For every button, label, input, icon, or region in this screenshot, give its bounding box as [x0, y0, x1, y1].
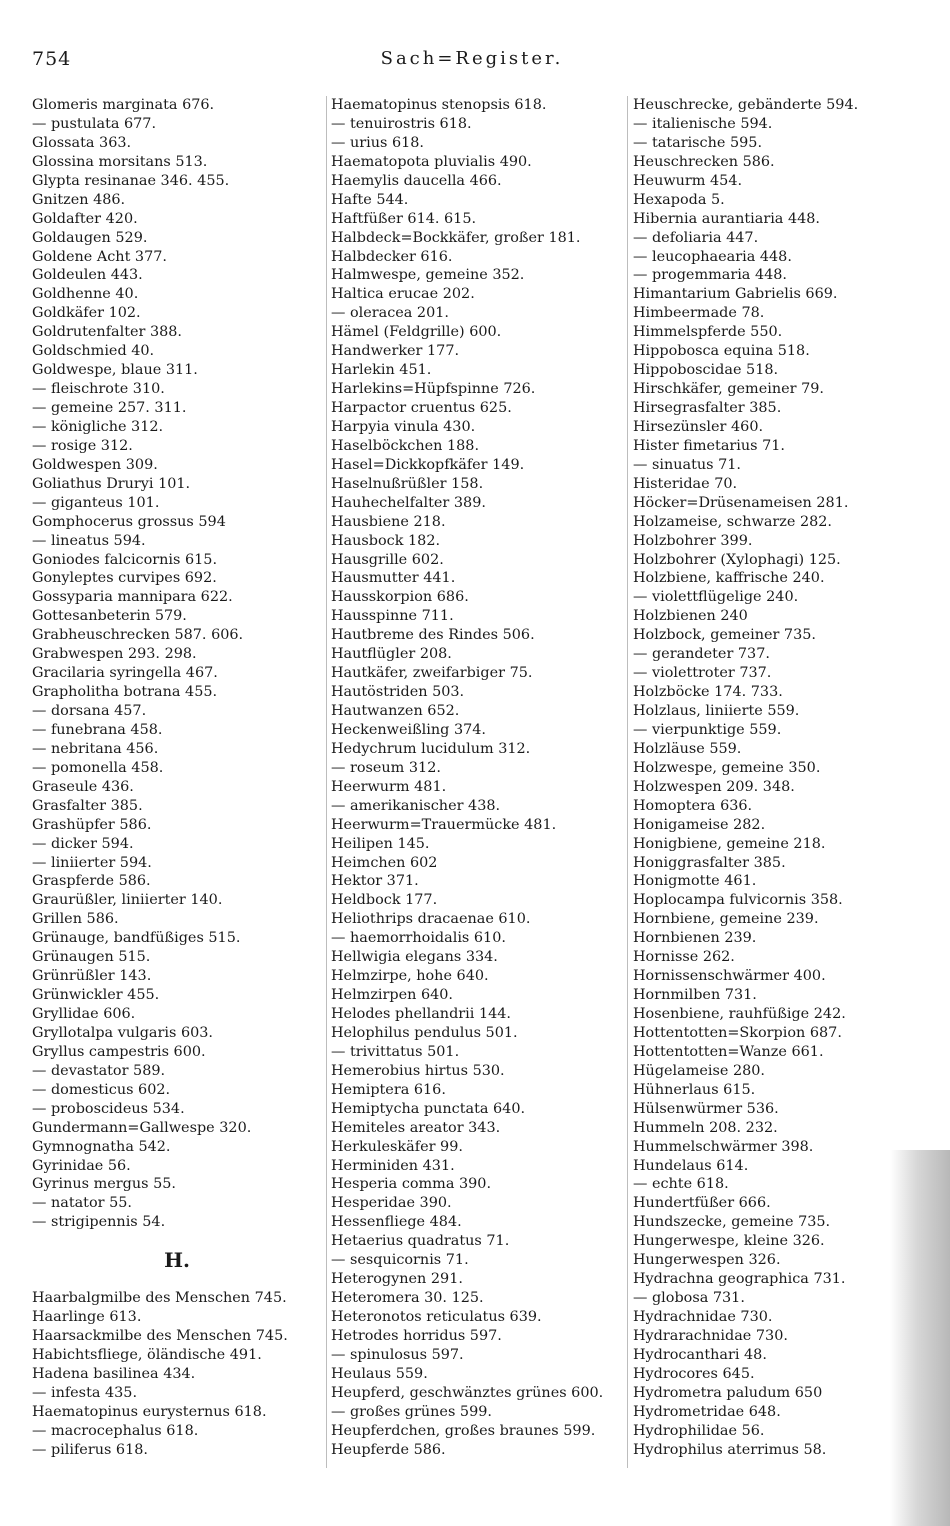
index-entry: — großes grünes 599. — [331, 1403, 492, 1420]
index-entry: Gnitzen 486. — [32, 191, 126, 208]
index-entry: Hausbiene 218. — [331, 513, 446, 530]
index-entry: Haematopinus stenopsis 618. — [331, 97, 547, 113]
index-entry: — dorsana 457. — [32, 703, 147, 719]
index-entry: Grapholitha botrana 455. — [32, 684, 218, 701]
index-entry: Heteromera 30. 125. — [331, 1290, 484, 1307]
index-entry: — funebrana 458. — [32, 721, 163, 738]
index-entry: Honigmotte 461. — [633, 873, 757, 890]
index-entry: Heldbock 177. — [331, 892, 438, 909]
index-entry: Hydrachna geographica 731. — [633, 1271, 846, 1288]
index-column-2 — [331, 96, 627, 1460]
index-entry: Hexapoda 5. — [633, 191, 725, 208]
index-entry: Grashüpfer 586. — [32, 816, 152, 833]
index-entry: Grünauge, bandfüßiges 515. — [32, 930, 241, 947]
index-entry: Glypta resinanae 346. 455. — [32, 172, 230, 189]
index-entry: Gottesanbeterin 579. — [32, 608, 187, 625]
index-entry: Hausbock 182. — [331, 532, 441, 549]
blank-line — [32, 1270, 322, 1289]
index-entry: — natator 55. — [32, 1195, 132, 1212]
index-entry: Hornbiene, gemeine 239. — [633, 911, 819, 928]
index-entry: Hundertfüßer 666. — [633, 1195, 771, 1212]
index-entry: — vierpunktige 559. — [633, 721, 782, 738]
index-entry: — domesticus 602. — [32, 1081, 171, 1098]
index-entry: Hedychrum lucidulum 312. — [331, 740, 531, 757]
index-entry: Holzbiene, kaffrische 240. — [633, 570, 825, 587]
index-entry: Hundszecke, gemeine 735. — [633, 1214, 831, 1231]
index-entry: — proboscideus 534. — [32, 1100, 185, 1117]
index-entry: Holzbock, gemeiner 735. — [633, 627, 816, 644]
index-entry: Grünwickler 455. — [32, 987, 160, 1004]
index-entry: Hämel (Feldgrille) 600. — [331, 324, 502, 341]
index-entry: Hippoboscidae 518. — [633, 362, 779, 379]
index-entry: Holzwespe, gemeine 350. — [633, 759, 821, 776]
index-entry: Heimchen 602 — [331, 854, 438, 871]
index-entry: Hautöstriden 503. — [331, 684, 465, 701]
index-entry: Goliathus Druryi 101. — [32, 475, 191, 492]
section-letter: H. — [164, 1248, 190, 1273]
index-entry: Heilipen 145. — [331, 835, 430, 852]
index-entry: Gomphocerus grossus 594 — [32, 513, 226, 530]
index-entry: — echte 618. — [633, 1176, 729, 1193]
index-entry: Hydrometra paludum 650 — [633, 1384, 823, 1401]
index-entry: Hessenfliege 484. — [331, 1214, 462, 1231]
index-entry: Goldene Acht 377. — [32, 248, 167, 265]
index-entry: Hausgrille 602. — [331, 551, 444, 568]
index-entry: Handwerker 177. — [331, 343, 460, 360]
index-entry: Graseule 436. — [32, 778, 134, 795]
index-entry: — nebritana 456. — [32, 740, 159, 757]
index-entry: Grünaugen 515. — [32, 949, 151, 966]
index-entry: Grünrüßler 143. — [32, 968, 152, 985]
index-entry: Höcker=Drüsenameisen 281. — [633, 494, 849, 511]
index-entry: — leucophaearia 448. — [633, 248, 792, 265]
index-entry: Goldwespen 309. — [32, 456, 158, 473]
index-entry: Honigbiene, gemeine 218. — [633, 835, 826, 852]
index-entry: — globosa 731. — [633, 1290, 745, 1307]
index-entry: Heupferd, geschwänztes grünes 600. — [331, 1384, 604, 1401]
index-entry: Hasel=Dickkopfkäfer 149. — [331, 456, 525, 473]
index-entry: Hühnerlaus 615. — [633, 1081, 756, 1098]
index-entry: Hydrophilidae 56. — [633, 1422, 765, 1439]
index-entry: Herminiden 431. — [331, 1157, 455, 1174]
index-entry: Heteronotos reticulatus 639. — [331, 1309, 542, 1325]
index-entry: Gonyleptes curvipes 692. — [32, 570, 217, 587]
index-entry: Habichtsfliege, öländische 491. — [32, 1346, 262, 1363]
index-entry: — violettflügelige 240. — [633, 589, 799, 606]
index-entry: Hausmutter 441. — [331, 570, 456, 587]
index-entry: Gossyparia mannipara 622. — [32, 589, 233, 606]
index-entry: — königliche 312. — [32, 418, 164, 435]
index-entry: Herkuleskäfer 99. — [331, 1138, 463, 1155]
index-entry: Hister fimetarius 71. — [633, 437, 786, 454]
index-entry: Goldkäfer 102. — [32, 305, 141, 322]
index-entry: Hydrocores 645. — [633, 1365, 755, 1382]
index-entry: Hemiptera 616. — [331, 1081, 446, 1098]
index-entry: Heliothrips dracaenae 610. — [331, 911, 531, 928]
index-entry: Hügelameise 280. — [633, 1062, 766, 1079]
index-entry: Hummelschwärmer 398. — [633, 1138, 814, 1155]
index-entry: Gyrinidae 56. — [32, 1157, 131, 1174]
index-entry: Himantarium Gabrielis 669. — [633, 286, 838, 303]
index-entry: Hautbreme des Rindes 506. — [331, 627, 535, 644]
index-entry: Hemiptycha punctata 640. — [331, 1100, 526, 1117]
index-entry: Haftfüßer 614. 615. — [331, 210, 477, 227]
index-entry: Hydrachnidae 730. — [633, 1309, 773, 1325]
index-entry: — piliferus 618. — [32, 1441, 148, 1458]
index-entry: — pustulata 677. — [32, 115, 157, 132]
index-entry: Hülsenwürmer 536. — [633, 1100, 779, 1117]
index-entry: Goldrutenfalter 388. — [32, 324, 182, 341]
index-entry: Heterogynen 291. — [331, 1271, 463, 1288]
index-entry: Haemylis daucella 466. — [331, 172, 502, 189]
index-entry: Glossata 363. — [32, 134, 132, 151]
index-entry: — trivittatus 501. — [331, 1043, 460, 1060]
index-column-1 — [32, 96, 322, 1460]
index-entry: Haarlinge 613. — [32, 1309, 142, 1325]
index-entry: Gracilaria syringella 467. — [32, 665, 218, 682]
index-entry: Graurüßler, liniierter 140. — [32, 892, 223, 909]
index-entry: Hydrometridae 648. — [633, 1403, 781, 1420]
index-entry: Hottentotten=Skorpion 687. — [633, 1024, 842, 1041]
index-entry: Honiggrasfalter 385. — [633, 854, 786, 871]
index-entry: — amerikanischer 438. — [331, 797, 501, 814]
index-entry: Histeridae 70. — [633, 475, 738, 492]
index-entry: Goldafter 420. — [32, 210, 138, 227]
column-divider — [627, 96, 628, 1468]
index-entry: Hetrodes horridus 597. — [331, 1327, 502, 1344]
index-entry: Hornbienen 239. — [633, 930, 757, 947]
index-entry: Heuwurm 454. — [633, 172, 743, 189]
index-entry: Holzwespen 209. 348. — [633, 778, 795, 795]
index-entry: Gymnognatha 542. — [32, 1138, 171, 1155]
index-entry: Hemiteles areator 343. — [331, 1119, 501, 1136]
index-entry: Hirsegrasfalter 385. — [633, 400, 782, 416]
index-entry: — fleischrote 310. — [32, 381, 165, 398]
index-entry: Heupferde 586. — [331, 1441, 446, 1458]
index-entry: Hornisse 262. — [633, 949, 735, 966]
index-entry: Helmzirpen 640. — [331, 987, 453, 1004]
index-entry: Hippobosca equina 518. — [633, 343, 810, 360]
index-entry: Hetaerius quadratus 71. — [331, 1233, 510, 1250]
index-entry: Gryllidae 606. — [32, 1006, 136, 1022]
index-entry: Hibernia aurantiaria 448. — [633, 210, 821, 227]
index-entry: — tenuirostris 618. — [331, 115, 472, 132]
index-entry: Hesperia comma 390. — [331, 1176, 492, 1193]
index-entry: Himmelspferde 550. — [633, 324, 783, 341]
index-entry: — gerandeter 737. — [633, 646, 770, 663]
index-entry: Hydrarachnidae 730. — [633, 1327, 788, 1344]
index-entry: — haemorrhoidalis 610. — [331, 930, 506, 947]
index-entry: — sinuatus 71. — [633, 456, 741, 473]
index-entry: Halmwespe, gemeine 352. — [331, 267, 525, 284]
index-entry: Goldschmied 40. — [32, 343, 155, 360]
index-entry: Heupferdchen, großes braunes 599. — [331, 1422, 596, 1439]
index-entry: Heerwurm=Trauermücke 481. — [331, 816, 557, 833]
index-entry: Holzläuse 559. — [633, 740, 742, 757]
index-entry: Gyrinus mergus 55. — [32, 1176, 176, 1193]
index-entry: Gundermann=Gallwespe 320. — [32, 1119, 252, 1136]
index-entry: Haematopinus eurysternus 618. — [32, 1403, 267, 1420]
index-entry: Hesperidae 390. — [331, 1195, 452, 1212]
index-entry: Hosenbiene, rauhfüßige 242. — [633, 1006, 846, 1022]
index-entry: — rosige 312. — [32, 437, 133, 454]
index-entry: — sesquicornis 71. — [331, 1252, 469, 1269]
index-entry: — oleracea 201. — [331, 305, 449, 322]
index-entry: Grasfalter 385. — [32, 797, 143, 814]
index-entry: Holzbienen 240 — [633, 608, 748, 625]
column-divider — [326, 96, 327, 1468]
index-entry: Glossina morsitans 513. — [32, 153, 208, 170]
running-title: Sach=Register. — [380, 48, 564, 69]
index-entry: Hemerobius hirtus 530. — [331, 1062, 505, 1079]
index-entry: Halbdeck=Bockkäfer, großer 181. — [331, 229, 581, 246]
index-entry: Grillen 586. — [32, 911, 119, 928]
index-entry: — defoliaria 447. — [633, 229, 759, 246]
index-entry: — tatarische 595. — [633, 134, 763, 151]
index-entry: Himbeermade 78. — [633, 305, 765, 322]
index-entry: Hoplocampa fulvicornis 358. — [633, 892, 843, 909]
page-number: 754 — [32, 48, 72, 70]
index-entry: Harlekin 451. — [331, 362, 432, 379]
index-entry: Hausspinne 711. — [331, 608, 454, 625]
index-entry: Hellwigia elegans 334. — [331, 949, 498, 966]
index-entry: Heuschrecken 586. — [633, 153, 775, 170]
index-entry: Hausskorpion 686. — [331, 589, 469, 606]
index-entry: Hornmilben 731. — [633, 987, 757, 1004]
index-entry: — gemeine 257. 311. — [32, 400, 187, 416]
index-entry: Heulaus 559. — [331, 1365, 428, 1382]
index-entry: Goldhenne 40. — [32, 286, 139, 303]
index-entry: — urius 618. — [331, 134, 424, 151]
index-entry: Homoptera 636. — [633, 797, 753, 814]
index-entry: Hafte 544. — [331, 191, 409, 208]
index-entry: Honigameise 282. — [633, 816, 766, 833]
index-entry: Glomeris marginata 676. — [32, 97, 215, 113]
index-entry: Hauhechelfalter 389. — [331, 494, 486, 511]
index-entry: Haltica erucae 202. — [331, 286, 475, 303]
index-entry: Hirschkäfer, gemeiner 79. — [633, 381, 824, 398]
index-entry: Helophilus pendulus 501. — [331, 1024, 518, 1041]
index-entry: — roseum 312. — [331, 759, 441, 776]
index-entry: Goniodes falcicornis 615. — [32, 551, 218, 568]
index-entry: Helodes phellandrii 144. — [331, 1006, 511, 1022]
index-entry: Holzlaus, liniierte 559. — [633, 703, 800, 719]
index-entry: Hottentotten=Wanze 661. — [633, 1043, 824, 1060]
page-header — [32, 48, 912, 76]
index-entry: Haselböckchen 188. — [331, 437, 480, 454]
index-entry: Grabheuschrecken 587. 606. — [32, 627, 244, 644]
index-entry: Hautwanzen 652. — [331, 703, 460, 719]
index-entry: Hundelaus 614. — [633, 1157, 749, 1174]
index-entry: Holzameise, schwarze 282. — [633, 513, 832, 530]
index-entry: Hektor 371. — [331, 873, 419, 890]
index-entry: Goldeulen 443. — [32, 267, 143, 284]
index-entry: Helmzirpe, hohe 640. — [331, 968, 489, 985]
page-edge-shadow — [890, 1150, 950, 1526]
index-entry: — violettroter 737. — [633, 665, 772, 682]
index-entry: — dicker 594. — [32, 835, 134, 852]
index-entry: — devastator 589. — [32, 1062, 166, 1079]
index-entry: — macrocephalus 618. — [32, 1422, 199, 1439]
index-entry: Hautflügler 208. — [331, 646, 452, 663]
index-entry: — pomonella 458. — [32, 759, 164, 776]
index-entry: Heckenweißling 374. — [331, 721, 486, 738]
index-entry: Hornissenschwärmer 400. — [633, 968, 826, 985]
index-entry: — italienische 594. — [633, 115, 773, 132]
index-entry: Hirsezünsler 460. — [633, 418, 764, 435]
index-entry: Harpactor cruentus 625. — [331, 400, 512, 416]
index-entry: Holzbohrer 399. — [633, 532, 753, 549]
index-entry: Haselnußrüßler 158. — [331, 475, 484, 492]
index-entry: — progemmaria 448. — [633, 267, 787, 284]
index-entry: Haematopota pluvialis 490. — [331, 153, 532, 170]
index-entry: Goldaugen 529. — [32, 229, 148, 246]
index-entry: Hautkäfer, zweifarbiger 75. — [331, 665, 533, 682]
index-entry: Hydrocanthari 48. — [633, 1346, 767, 1363]
index-entry: — giganteus 101. — [32, 494, 160, 511]
index-entry: Hungerwespe, kleine 326. — [633, 1233, 825, 1250]
index-entry: — lineatus 594. — [32, 532, 146, 549]
index-entry: — liniierter 594. — [32, 854, 152, 871]
index-entry: Harpyia vinula 430. — [331, 418, 476, 435]
index-entry: Halbdecker 616. — [331, 248, 453, 265]
index-entry: Grabwespen 293. 298. — [32, 646, 197, 663]
index-entry: Haarbalgmilbe des Menschen 745. — [32, 1290, 287, 1307]
index-entry: Haarsackmilbe des Menschen 745. — [32, 1327, 288, 1344]
index-entry: — infesta 435. — [32, 1384, 138, 1401]
index-entry: Hungerwespen 326. — [633, 1252, 781, 1269]
index-entry: Harlekins=Hüpfspinne 726. — [331, 381, 536, 398]
index-entry: — spinulosus 597. — [331, 1346, 464, 1363]
index-entry: Holzböcke 174. 733. — [633, 684, 783, 701]
index-entry: Hydrophilus aterrimus 58. — [633, 1441, 827, 1458]
index-entry: Heuschrecke, gebänderte 594. — [633, 97, 859, 113]
index-entry: Holzbohrer (Xylophagi) 125. — [633, 551, 841, 568]
index-entry: Gryllus campestris 600. — [32, 1043, 206, 1060]
index-entry: — strigipennis 54. — [32, 1214, 166, 1231]
index-entry: Goldwespe, blaue 311. — [32, 362, 198, 379]
index-entry: Heerwurm 481. — [331, 778, 447, 795]
index-entry: Gryllotalpa vulgaris 603. — [32, 1024, 213, 1041]
index-entry: Hummeln 208. 232. — [633, 1119, 778, 1136]
index-entry: Hadena basilinea 434. — [32, 1365, 196, 1382]
index-column-3 — [633, 96, 933, 1460]
index-entry: Graspferde 586. — [32, 873, 151, 890]
